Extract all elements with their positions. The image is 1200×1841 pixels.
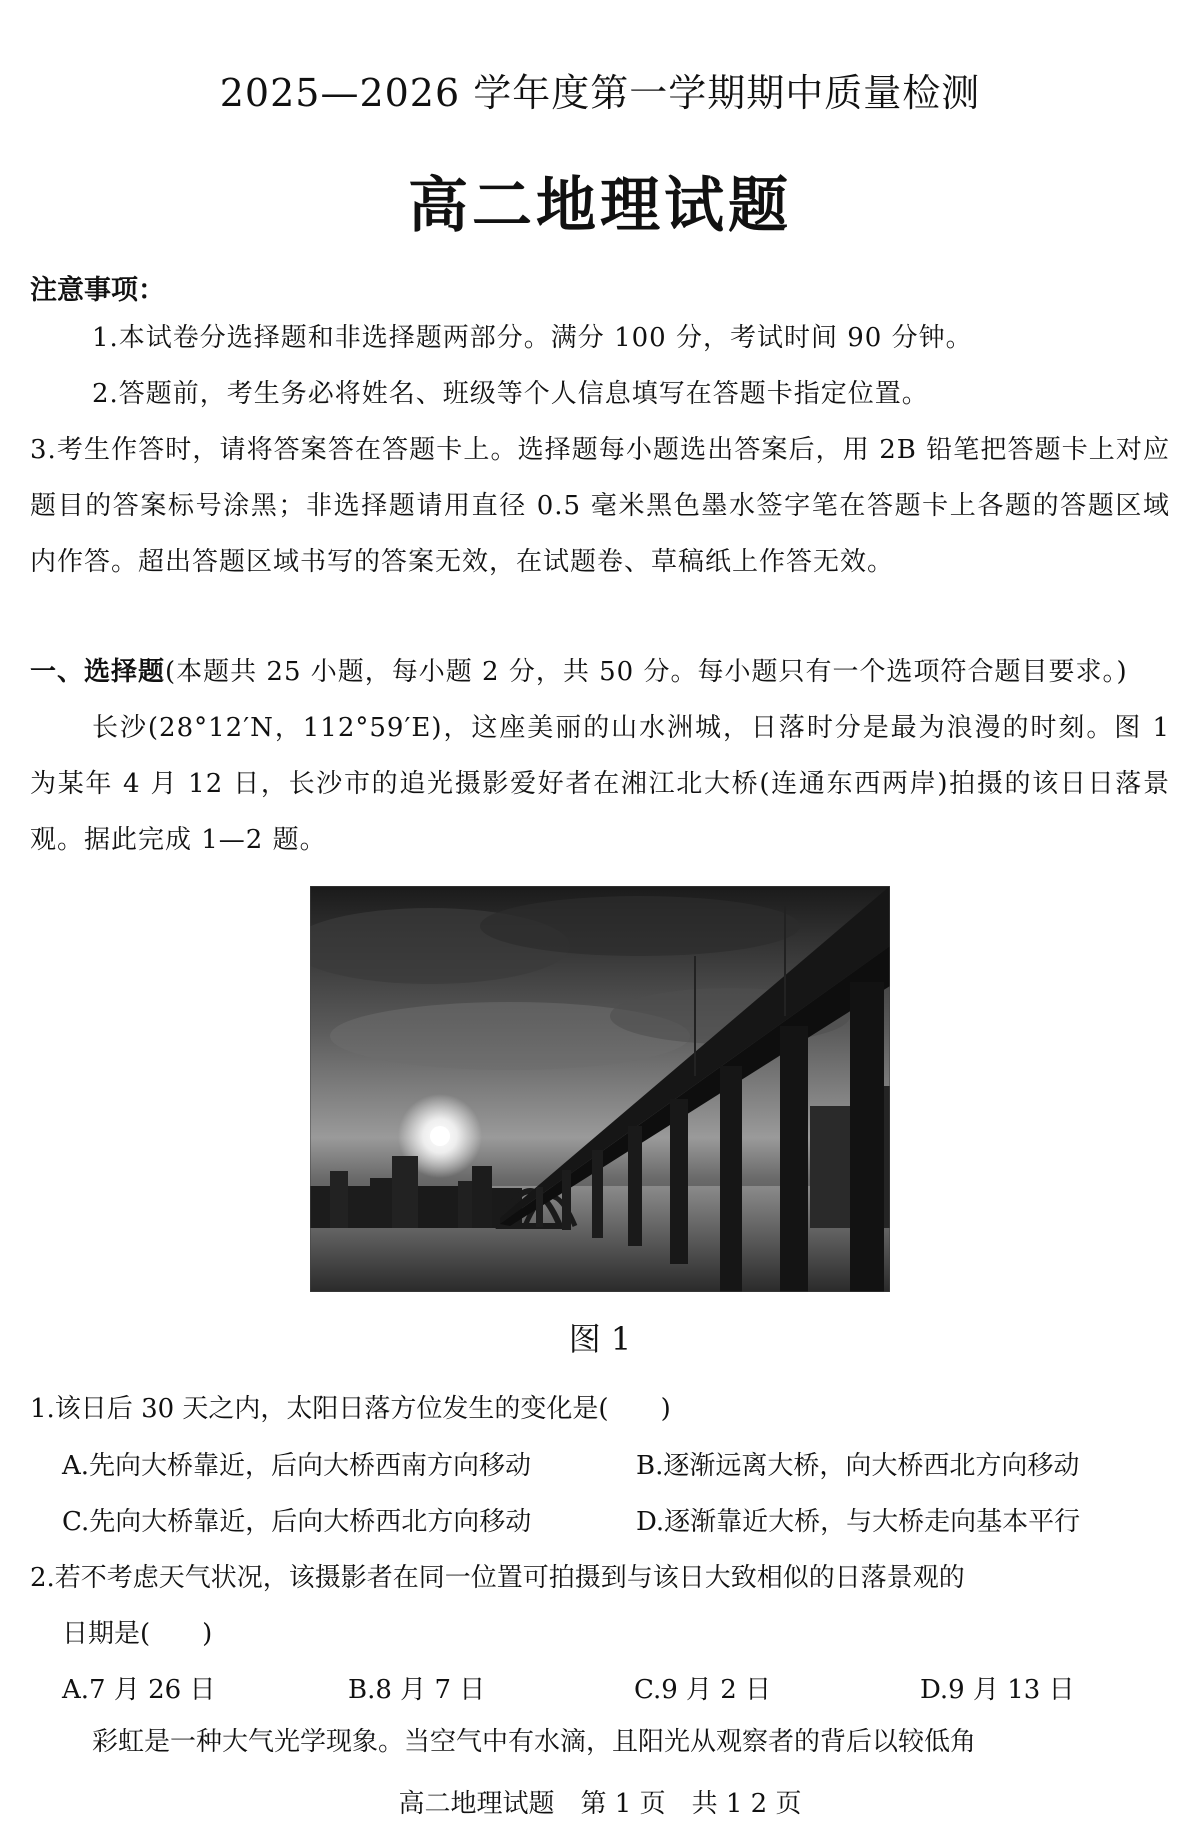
- question-2-stem-line-2: 日期是( ): [62, 1619, 213, 1649]
- page-footer: 高二地理试题 第 1 页 共 1 2 页: [398, 1789, 802, 1819]
- sunset-bridge-photo: [310, 886, 890, 1292]
- notice-heading: 注意事项：: [30, 275, 165, 306]
- passage-2-start: 彩虹是一种大气光学现象。当空气中有水滴，且阳光从观察者的背后以较低角: [92, 1727, 977, 1757]
- notice-item-2: 2.答题前，考生务必将姓名、班级等个人信息填写在答题卡指定位置。: [92, 379, 929, 409]
- page-title: 高二地理试题: [408, 171, 792, 241]
- section-label: 一、选择题: [30, 657, 166, 687]
- passage-1: 长沙(28°12′N，112°59′E)，这座美丽的山水洲城，日落时分是最为浪漫的时刻。图 1 为某年 4 月 12 日，长沙市的追光摄影爱好者在湘江北大桥(连通东西两岸)拍摄的该日日落景观。据此完成 1—2 题。: [30, 713, 1170, 855]
- question-1-option-a: A.先向大桥靠近，后向大桥西南方向移动: [62, 1451, 532, 1481]
- question-2-option-b: B.8 月 7 日: [348, 1675, 486, 1705]
- section-description: (本题共 25 小题，每小题 2 分，共 50 分。每小题只有一个选项符合题目要求。): [165, 657, 1128, 687]
- figure-caption: 图 1: [568, 1320, 632, 1358]
- question-1-option-d: D.逐渐靠近大桥，与大桥走向基本平行: [636, 1507, 1081, 1537]
- section-heading: [30, 644, 1190, 700]
- question-1-option-b: B.逐渐远离大桥，向大桥西北方向移动: [636, 1451, 1080, 1481]
- question-2-stem-line-1: 2.若不考虑天气状况，该摄影者在同一位置可拍摄到与该日大致相似的日落景观的: [30, 1563, 965, 1593]
- question-2-option-a: A.7 月 26 日: [62, 1675, 216, 1705]
- notice-item-3: 3.考生作答时，请将答案答在答题卡上。选择题每小题选出答案后，用 2B 铅笔把答题卡上对应题目的答案标号涂黑；非选择题请用直径 0.5 毫米黑色墨水签字笔在答题卡上各题的答题区域内作答。超出答题区域书写的答案无效，在试题卷、草稿纸上作答无效。: [30, 435, 1170, 577]
- exam-name: 2025—2026 学年度第一学期期中质量检测: [219, 71, 981, 115]
- question-2-option-d: D.9 月 13 日: [920, 1675, 1075, 1705]
- question-1-stem: 1.该日后 30 天之内，太阳日落方位发生的变化是( ): [30, 1394, 671, 1424]
- notice-item-1: 1.本试卷分选择题和非选择题两部分。满分 100 分，考试时间 90 分钟。: [92, 323, 973, 353]
- question-1-option-c: C.先向大桥靠近，后向大桥西北方向移动: [62, 1507, 532, 1537]
- question-2-option-c: C.9 月 2 日: [634, 1675, 772, 1705]
